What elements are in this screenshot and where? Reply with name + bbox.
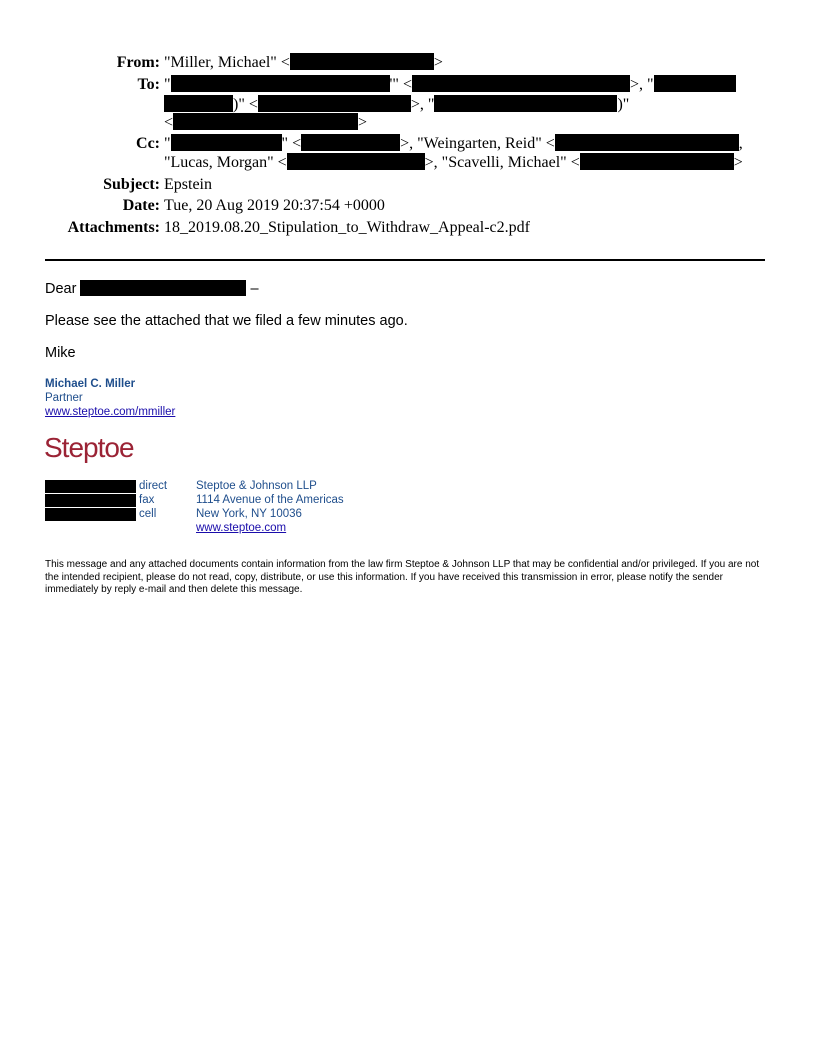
redaction-block <box>301 134 400 151</box>
redaction-block <box>287 153 425 170</box>
redaction-block <box>171 75 390 92</box>
fax-label: fax <box>139 494 155 506</box>
redaction-block <box>45 494 136 507</box>
signature-profile-link[interactable]: www.steptoe.com/mmiller <box>45 406 176 418</box>
signature-block <box>45 377 175 419</box>
from-value: "Miller, Michael" < > <box>164 54 443 71</box>
redaction-block <box>45 508 136 521</box>
message-text: Please see the attached that we filed a few minutes ago. <box>45 313 408 329</box>
redaction-block <box>45 480 136 493</box>
to-value-line-3: < > <box>164 114 368 131</box>
cell-label: cell <box>139 508 157 520</box>
redaction-block <box>580 153 734 170</box>
subject-value: Epstein <box>164 176 212 193</box>
attachments-label: Attachments: <box>67 219 160 236</box>
redaction-block <box>80 280 246 296</box>
redaction-block <box>555 134 739 151</box>
redaction-block <box>434 95 617 112</box>
attachments-value: 18_2019.08.20_Stipulation_to_Withdraw_Appeal-c2.pdf <box>164 219 530 236</box>
signature-name: Michael C. Miller <box>45 378 136 390</box>
address-city: New York, NY 10036 <box>196 508 302 520</box>
confidentiality-disclaimer: This message and any attached documents contain information from the law firm Steptoe & Johnson LLP that may be confidential and/or privileged. If you are not the intended recipient, please do not read, copy, distribute, or use this information. If you have received this transmission in error, please notify the sender immediately by reply e-mail and then delete this message. <box>45 559 760 595</box>
cc-label: Cc: <box>136 135 160 152</box>
redaction-block <box>258 95 411 112</box>
closing-text: Mike <box>45 345 76 361</box>
phone-labels <box>139 479 167 521</box>
from-label: From: <box>116 54 160 71</box>
redaction-block <box>290 53 434 70</box>
date-value: Tue, 20 Aug 2019 20:37:54 +0000 <box>164 197 385 214</box>
subject-label: Subject: <box>103 176 160 193</box>
to-value-line-1: " '" < >, " <box>164 74 736 95</box>
signature-title: Partner <box>45 392 83 404</box>
redaction-block <box>654 75 736 92</box>
direct-label: direct <box>139 480 168 492</box>
greeting-line <box>45 280 259 297</box>
firm-address <box>196 479 344 535</box>
to-value-line-2: )" < >, " )" <box>164 94 629 115</box>
firm-name: Steptoe & Johnson LLP <box>196 480 317 492</box>
redaction-block <box>171 134 282 151</box>
greeting-dash: – <box>250 281 259 297</box>
redaction-block <box>412 75 630 92</box>
date-label: Date: <box>122 197 160 214</box>
cc-value-line-1: " " < >, "Weingarten, Reid" < , <box>164 135 743 152</box>
steptoe-logo: Steptoe <box>44 432 134 463</box>
address-street: 1114 Avenue of the Americas <box>196 494 344 506</box>
to-label: To: <box>137 76 160 93</box>
greeting-text: Dear <box>45 281 77 297</box>
header-divider <box>45 259 765 261</box>
redaction-block <box>173 113 358 130</box>
cc-value-line-2: "Lucas, Morgan" < >, "Scavelli, Michael" < > <box>164 154 743 171</box>
firm-website-link[interactable]: www.steptoe.com <box>196 522 287 534</box>
redaction-block <box>164 95 233 112</box>
